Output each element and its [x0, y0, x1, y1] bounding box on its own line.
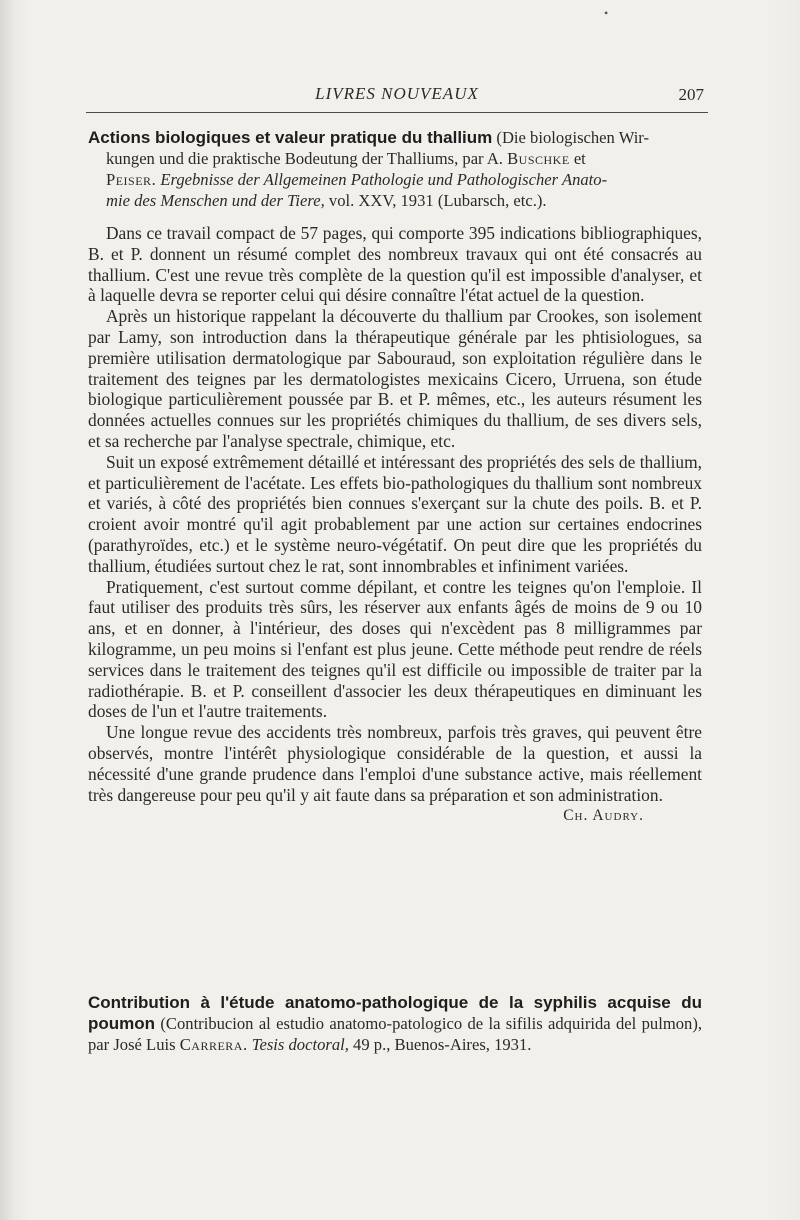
thesis-title: Tesis doctoral, — [247, 1035, 349, 1054]
reference-text: kungen und die praktische Bodeutung der Thalliums, par A. — [106, 149, 508, 168]
paragraph: Suit un exposé extrêmement détaillé et intéressant des propriétés des sels de thallium, et particulièrement de l'acétate. Les effets bio-pathologiques du thallium sont nombreux et variés, à côté des propriétés bien connues s'exerçant sur la chute des poils. B. et P. croient avoir montré qu'il agit probablement par une action sur certaines endocrines (parathyroïdes, etc.) et le système neuro-végétatif. On peut dire que les propriétés du thallium, étudiées surtout chez le rat, sont innombrables et infiniment variées. — [88, 451, 702, 576]
paragraph: Une longue revue des accidents très nombreux, parfois très graves, qui peuvent être observés, montre l'intérêt physiologique considérable de la question, et aussi la nécessité d'une grande prudence dans l'emploi d'une substance active, mais réellement très dangereuse pour peu qu'il y ait faute dans sa préparation et son administration. — [88, 722, 702, 805]
paragraph: Après un historique rappelant la découverte du thallium par Crookes, son isolement par Lamy, son introduction dans la thérapeutique générale par les phtisiologues, sa première utilisation dermatologique par Sabouraud, son exploitation régulière dans le traitement des teignes par les dermatologistes mexicains Cicero, Urruena, son étude biologique particulièrement poussée par B. et P. mêmes, etc., les auteurs résument les données actuelles connues sur les propriétés chimiques du thallium, de ses divers sels, et sa recherche par l'analyse spectrale, chimique, etc. — [88, 306, 702, 451]
paragraph: Dans ce travail compact de 57 pages, qui comporte 395 indications bibliographiques, B. et P. donnent un résumé complet des nombreux travaux qui ont été consacrés au thallium. C'est une revue très complète de la question qu'il est impossible d'analyser, et à laquelle devra se reporter celui qui désire connaître l'état actuel de la question. — [88, 223, 702, 306]
reference-line — [88, 190, 702, 211]
signature: Ch. Audry. — [563, 807, 644, 825]
article-heading — [88, 127, 702, 211]
journal-title: Ergebnisse der Allgemeinen Pathologie und Pathologischer Anato- — [156, 170, 608, 189]
reference-line — [88, 148, 702, 169]
reference-text: 49 p., Buenos-Aires, 1931. — [348, 1035, 532, 1054]
page-header — [86, 82, 708, 113]
journal-title: mie des Menschen und der Tiere, — [106, 191, 325, 210]
paragraph: Pratiquement, c'est surtout comme dépilant, et contre les teignes qu'on l'emploie. Il faut utiliser des produits très sûrs, les réserver aux enfants âgés de moins de 9 ou 10 ans, et en donner, à l'intérieur, des doses qui n'excèdent pas 8 milligrammes par kilogramme, un peu moins si l'enfant est plus jeune. Cette méthode peut rendre de réels services dans le traitement des teignes qu'il est difficile ou impossible de traiter par la radiothérapie. B. et P. conseillent d'associer les deux thérapeutiques en diminuant les doses de l'un et l'autre traitements. — [88, 576, 702, 722]
author-name: Carrera. — [179, 1035, 248, 1054]
reference-text: vol. XXV, 1931 (Lubarsch, etc.). — [324, 191, 547, 210]
printing-speck: • — [604, 6, 609, 20]
reference-line — [88, 169, 702, 190]
reference-text: (Contribucion al estudio anatomo-patologico de la sifilis adquirida del pulmon), par José Luis — [88, 1014, 702, 1054]
article-title: Actions biologiques et valeur pratique du thallium — [88, 128, 493, 147]
author-name: Peiser. — [106, 170, 157, 189]
reference-text: et — [569, 149, 586, 168]
review-article-syphilis — [88, 992, 702, 1055]
author-name: Buschke — [507, 149, 570, 168]
page-number: 207 — [678, 85, 704, 104]
running-title: LIVRES NOUVEAUX — [315, 84, 479, 103]
review-article-thallium — [88, 127, 702, 825]
article-heading — [88, 992, 702, 1055]
article-title: Contribution à l'étude anatomo-pathologique de la syphilis acquise du poumon — [88, 993, 702, 1033]
reference-open: (Die biologischen Wir- — [492, 128, 650, 147]
